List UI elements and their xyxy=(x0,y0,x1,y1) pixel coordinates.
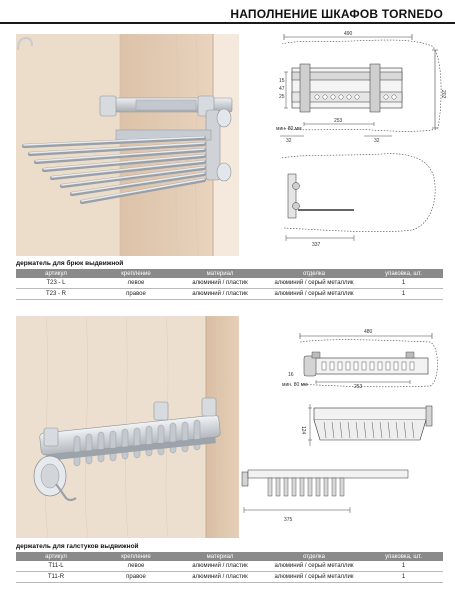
table-cell: алюминий / серый металлик xyxy=(264,572,364,583)
column-header: отделка xyxy=(264,552,364,561)
dim-32b-label: 32 xyxy=(374,138,380,144)
table-cell: левое xyxy=(96,561,176,572)
dim-337-label: 337 xyxy=(312,242,321,248)
page-title: НАПОЛНЕНИЕ ШКАФОВ TORNEDO xyxy=(230,7,443,21)
dim-width-label: 480 xyxy=(364,329,373,335)
table-cell: правое xyxy=(96,289,176,300)
table-cell: алюминий / пластик xyxy=(176,289,264,300)
dim-height-label: 202 xyxy=(440,90,446,99)
column-header: крепление xyxy=(96,552,176,561)
table-cell: алюминий / пластик xyxy=(176,278,264,289)
table-cell: алюминий / пластик xyxy=(176,561,264,572)
table-row xyxy=(16,278,443,289)
tie-holder-illustration xyxy=(16,316,239,538)
table-cell: алюминий / серый металлик xyxy=(264,561,364,572)
table-cell: правое xyxy=(96,572,176,583)
table-header-row xyxy=(16,552,443,561)
header-divider xyxy=(0,22,455,24)
table-cell: T11-R xyxy=(16,572,96,583)
table-cell: алюминий / серый металлик xyxy=(264,289,364,300)
dim-min-label: мин. 80 мм xyxy=(282,382,308,388)
dim-253-label: 253 xyxy=(334,118,343,124)
dim-375-label: 375 xyxy=(284,517,293,523)
table-cell: 1 xyxy=(364,278,443,289)
dim-16-label: 16 xyxy=(288,372,294,378)
tie-holder-caption: держатель для галстуков выдвижной xyxy=(16,543,139,550)
table-cell: 1 xyxy=(364,561,443,572)
trouser-holder-spec-table xyxy=(16,269,443,300)
table-cell: 1 xyxy=(364,572,443,583)
page-header xyxy=(0,0,455,26)
table-row xyxy=(16,561,443,572)
trouser-holder-illustration xyxy=(16,34,239,256)
trouser-holder-drawing xyxy=(262,28,448,250)
dim-d1-label: 15 xyxy=(279,78,285,84)
column-header: артикул xyxy=(16,552,96,561)
dim-d3-label: 25 xyxy=(279,94,285,100)
table-cell: алюминий / пластик xyxy=(176,572,264,583)
dim-width-label: 490 xyxy=(344,31,353,37)
dim-32a-label: 32 xyxy=(286,138,292,144)
trouser-holder-caption: держатель для брюк выдвижной xyxy=(16,260,124,267)
column-header: крепление xyxy=(96,269,176,278)
column-header: упаковка, шт. xyxy=(364,269,443,278)
dim-d2-label: 47 xyxy=(279,86,285,92)
dim-253-label: 253 xyxy=(354,384,363,390)
table-cell: 1 xyxy=(364,289,443,300)
trouser-holder-photo xyxy=(16,34,239,256)
column-header: упаковка, шт. xyxy=(364,552,443,561)
table-cell: T11-L xyxy=(16,561,96,572)
table-cell: левое xyxy=(96,278,176,289)
table-row xyxy=(16,289,443,300)
table-cell: T23 - L xyxy=(16,278,96,289)
trouser-holder-technical-drawing xyxy=(262,28,448,250)
dim-124-label: 124 xyxy=(300,426,306,435)
table-cell: T23 - R xyxy=(16,289,96,300)
dim-min-label: мин. 80 мм xyxy=(276,126,302,132)
tie-holder-drawing xyxy=(240,322,448,532)
table-header-row xyxy=(16,269,443,278)
tie-holder-photo xyxy=(16,316,239,538)
tie-holder-technical-drawing xyxy=(240,322,448,532)
table-row xyxy=(16,572,443,583)
table-cell: алюминий / серый металлик xyxy=(264,278,364,289)
column-header: материал xyxy=(176,269,264,278)
tie-holder-spec-table xyxy=(16,552,443,583)
column-header: материал xyxy=(176,552,264,561)
column-header: артикул xyxy=(16,269,96,278)
column-header: отделка xyxy=(264,269,364,278)
